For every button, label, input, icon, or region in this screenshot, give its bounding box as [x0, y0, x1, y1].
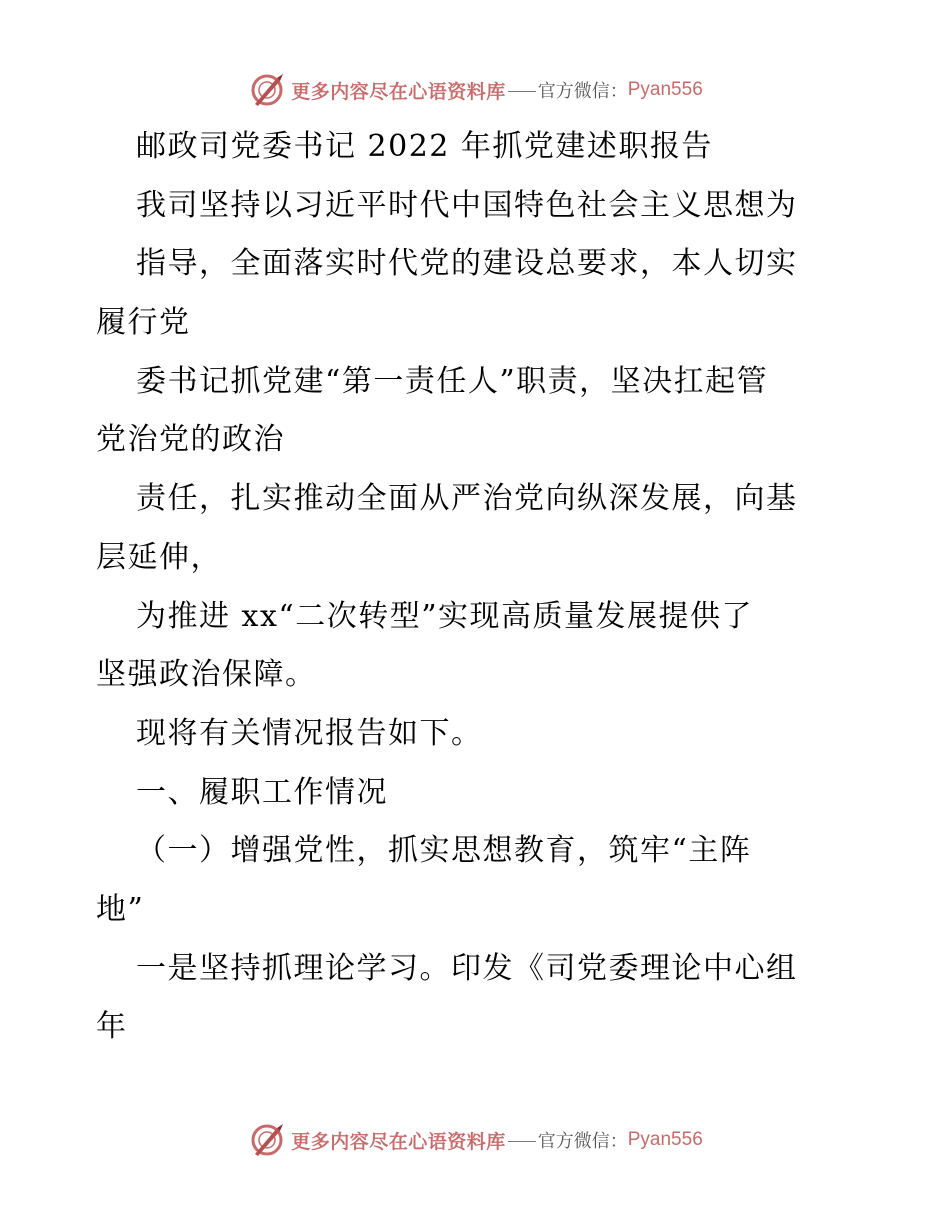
paragraph-line: 现将有关情况报告如下。 — [136, 715, 483, 751]
paragraph-line: 我司坚持以习近平时代中国特色社会主义思想为 — [136, 187, 798, 223]
paragraph-line: 坚强政治保障。 — [96, 657, 317, 693]
banner-sub-text: 官方微信： — [537, 1131, 628, 1152]
banner-dash-divider — [508, 1141, 536, 1142]
header-watermark-banner — [0, 68, 950, 112]
quill-pen-circle-icon — [247, 70, 287, 110]
quill-pen-circle-icon — [247, 1120, 287, 1160]
document-body — [96, 118, 854, 1057]
paragraph-line: 层延伸， — [96, 539, 222, 575]
subsection-heading-continued: 地” — [96, 891, 145, 927]
paragraph-line: 党治党的政治 — [96, 422, 285, 458]
paragraph-line: 一是坚持抓理论学习。印发《司党委理论中心组 — [136, 950, 798, 986]
banner-main-text: 更多内容尽在心语资料库 — [291, 1130, 506, 1153]
banner-wechat-handle: Pyan556 — [627, 79, 703, 100]
banner-dash-divider — [508, 91, 536, 92]
paragraph-line: 指导，全面落实时代党的建设总要求，本人切实 — [136, 246, 798, 282]
document-title: 邮政司党委书记 2022 年抓党建述职报告 — [136, 129, 713, 164]
banner-main-text: 更多内容尽在心语资料库 — [291, 80, 506, 103]
banner-wechat-handle: Pyan556 — [627, 1129, 703, 1150]
banner-sub-text: 官方微信： — [537, 81, 628, 102]
paragraph-line: 委书记抓党建“第一责任人”职责，坚决扛起管 — [136, 363, 769, 399]
subsection-heading: （一）增强党性，抓实思想教育，筑牢“主阵 — [136, 833, 752, 869]
paragraph-line: 为推进 xx“二次转型”实现高质量发展提供了 — [136, 598, 754, 634]
footer-watermark-banner — [0, 1118, 950, 1162]
paragraph-line: 责任，扎实推动全面从严治党向纵深发展，向基 — [136, 481, 798, 517]
section-heading: 一、履职工作情况 — [136, 774, 388, 810]
paragraph-line: 履行党 — [96, 305, 191, 341]
paragraph-line: 年 — [96, 1009, 128, 1045]
